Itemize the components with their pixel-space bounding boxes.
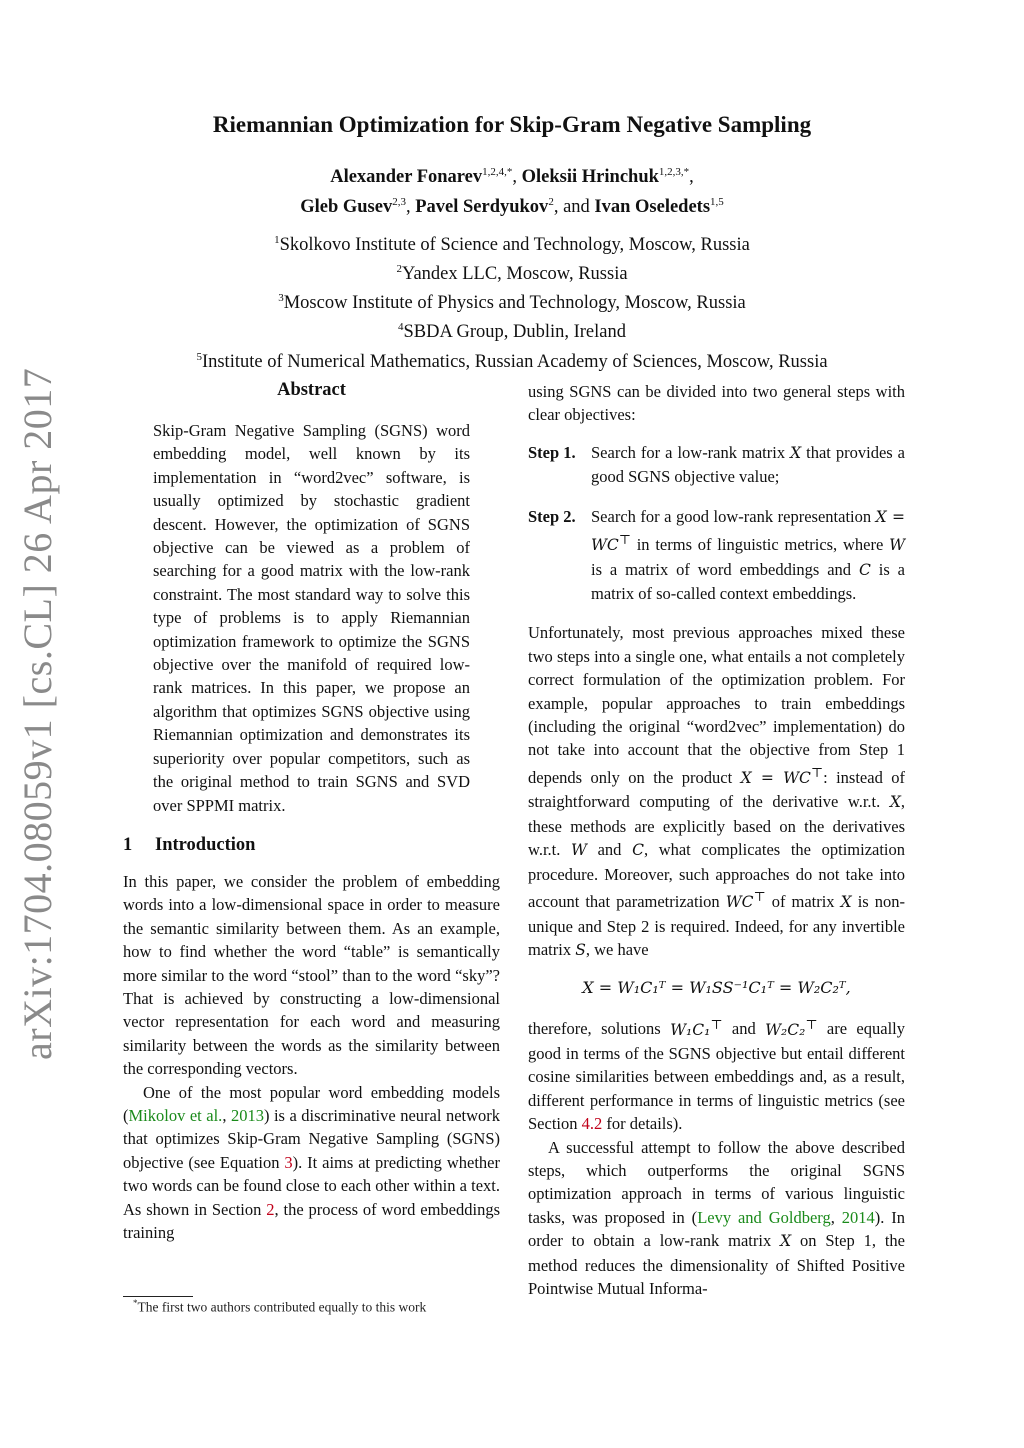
- math-inline: X: [780, 1232, 792, 1251]
- display-equation: X = W₁C₁ᵀ = W₁SS⁻¹C₁ᵀ = W₂C₂ᵀ,: [582, 978, 851, 998]
- text-run: is a matrix of word embeddings and: [591, 559, 859, 579]
- footnote-mark: *: [133, 1298, 138, 1308]
- math-inline: X: [840, 893, 852, 912]
- right-paragraph-2: [528, 1013, 905, 1135]
- step-text: [591, 505, 905, 606]
- author-line-2: Gleb Gusev$^{2,3}$, Pavel Serdyukov$^2$, and Ivan Oseledets$^{1,5}$: [300, 196, 724, 218]
- section-number: 1: [123, 834, 133, 855]
- math-transpose: ⊤: [805, 1017, 818, 1033]
- step-text: [591, 441, 905, 489]
- text-run: , these methods are explicitly based on the derivatives w.r.t.: [528, 792, 905, 860]
- step-label: Step 2.: [528, 506, 576, 526]
- affiliation: [0, 315, 1024, 344]
- text-run: , the process of word embeddings training: [123, 1199, 500, 1242]
- math-inline: [765, 1017, 818, 1039]
- affiliation-sup: 1: [274, 234, 280, 246]
- author-name: Ivan Oseledets: [594, 197, 711, 218]
- affiliation-sup: 2: [396, 263, 402, 276]
- author-affil-sup: 1,5: [710, 196, 724, 209]
- citation-year-link[interactable]: 2014: [841, 1207, 875, 1227]
- math-inline: W: [889, 536, 905, 555]
- author-name: Pavel Serdyukov: [415, 197, 549, 218]
- math-run: X = WC: [740, 769, 811, 787]
- math-inline: C: [858, 560, 871, 579]
- affiliation-text: Skolkovo Institute of Science and Technology, Moscow, Russia: [279, 235, 750, 256]
- footnote: [133, 1298, 426, 1316]
- math-transpose: ⊤: [810, 765, 824, 781]
- text-run: that provides a good SGNS objective value;: [591, 442, 906, 487]
- math-inline: W: [571, 841, 587, 860]
- footnote-rule: [123, 1296, 193, 1297]
- math-run: W₁C₁: [670, 1020, 711, 1039]
- text-run: and: [586, 840, 633, 860]
- affiliation-list: [0, 228, 1024, 374]
- section-heading: [123, 835, 500, 856]
- text-run: Search for a low-rank matrix: [591, 442, 791, 462]
- section-title: Introduction: [155, 834, 256, 855]
- text-run: ,: [222, 1105, 231, 1125]
- text-run: ) is a discriminative neural network that optimizes Skip-Gram Negative Sampling (SGNS) objective (see Equation: [123, 1105, 501, 1172]
- text-run: and: [722, 1019, 766, 1039]
- step-1: [528, 441, 905, 489]
- math-inline: [670, 1017, 723, 1039]
- math-inline: [740, 765, 824, 787]
- text-run: therefore, solutions: [528, 1019, 671, 1039]
- right-column: [528, 380, 905, 1300]
- arxiv-identifier: arXiv:1704.08059v1 [cs.CL] 26 Apr 2017: [15, 367, 60, 1060]
- author-affil-sup: 1,2,3,*: [658, 166, 690, 178]
- right-paragraph-3: [528, 1136, 905, 1301]
- affiliation-text: Institute of Numerical Mathematics, Russian Academy of Sciences, Moscow, Russia: [201, 351, 828, 372]
- equation-ref-link[interactable]: 3: [284, 1152, 293, 1172]
- author-list: [0, 160, 1024, 220]
- affiliation-text: Moscow Institute of Physics and Technology, Moscow, Russia: [283, 293, 746, 314]
- text-run: of matrix: [765, 892, 841, 912]
- intro-paragraph-2: [123, 1081, 500, 1245]
- left-column: [123, 380, 500, 1244]
- footnote-text: The first two authors contributed equally to this work: [137, 1299, 427, 1315]
- text-run: ). It aims at predicting whether two words can be found close to each other within a text. As shown in Section: [123, 1152, 500, 1219]
- math-run: W₂C₂: [765, 1020, 806, 1039]
- abstract-text: Skip-Gram Negative Sampling (SGNS) word embedding model, well known by its implementation in “word2vec” software, is usually optimized by stochastic gradient descent. However, the optimization of SGNS objective can be viewed as a problem of searching for a good matrix with the low-rank constraint. The most standard way to solve this type of problems is to apply Riemannian optimization framework to optimize the SGNS objective over the manifold of required low-rank matrices. In this paper, we propose an algorithm that optimizes SGNS objective using Riemannian optimization and demonstrates its superiority over popular competitors, such as the original method to train SGNS and SVD over SPPMI matrix.: [153, 421, 470, 815]
- text-run: in terms of linguistic metrics, where: [630, 535, 890, 555]
- math-run: WC: [725, 893, 754, 912]
- affiliation: [0, 228, 1024, 257]
- math-run: X = WC: [591, 507, 905, 555]
- affiliation-sup: 4: [398, 321, 404, 334]
- citation-year-link[interactable]: 2013: [230, 1105, 264, 1125]
- intro-paragraph-1: In this paper, we consider the problem of embedding words into a low-dimensional space in order to measure the semantic similarity between them. As an example, how to find whether the word “table” is semantically more similar to the word “stool” than to the word “sky”? That is achieved by constructing a low-dimensional vector representation for each word and measuring similarity between the words as the similarity between the corresponding vectors.: [123, 871, 500, 1079]
- text-run: One of the most popular word embedding models (: [123, 1082, 500, 1125]
- author-affil-sup: 2: [548, 196, 554, 209]
- affiliation-text: Yandex LLC, Moscow, Russia: [401, 264, 628, 285]
- math-inline: [725, 890, 766, 912]
- author-and: and: [563, 197, 590, 218]
- author-affil-sup: 2,3: [392, 196, 406, 209]
- text-run: Unfortunately, most previous approaches mixed these two steps into a single one, what entails a not completely correct formulation of the optimization problem. For example, popular approaches to train embeddings (including the original “word2vec” implementation) do not take into account that the objective from Step 1 depends only on the product: [528, 623, 905, 787]
- math-inline: S: [575, 941, 586, 959]
- math-transpose: ⊤: [753, 890, 766, 906]
- author-line-1: Alexander Fonarev$^{1,2,4,*}$, Oleksii Hrinchuk$^{1,2,3,*}$,: [330, 166, 694, 188]
- abstract-heading: Abstract: [277, 380, 346, 400]
- text-run: on Step 1, the method reduces the dimensionality of Shifted Positive Pointwise Mutual Informa-: [528, 1231, 905, 1299]
- text-run: , what complicates the optimization procedure. Moreover, such approaches do not take into account that parametrization: [528, 840, 906, 912]
- citation-link[interactable]: Levy and Goldberg: [697, 1207, 831, 1227]
- affiliation: [0, 286, 1024, 315]
- author-name: Oleksii Hrinchuk: [521, 167, 659, 188]
- text-run: ,: [830, 1207, 842, 1227]
- text-run: for details).: [602, 1114, 683, 1134]
- text-run: Search for a good low-rank representation: [591, 506, 876, 526]
- math-inline: X: [790, 443, 802, 462]
- affiliation: [0, 257, 1024, 286]
- affiliation-sup: 3: [278, 292, 284, 305]
- right-paragraph-1: [528, 621, 905, 962]
- text-run: , we have: [585, 940, 649, 959]
- affiliation-text: SBDA Group, Dublin, Ireland: [403, 322, 626, 343]
- math-transpose: ⊤: [618, 533, 631, 549]
- affiliation-sup: 5: [196, 350, 202, 363]
- text-run: is non-unique and Step 2 is required. Indeed, for any invertible matrix: [528, 892, 905, 959]
- math-transpose: ⊤: [710, 1017, 723, 1033]
- author-name: Alexander Fonarev: [330, 167, 483, 188]
- affiliation: [0, 345, 1024, 374]
- text-run: are equally good in terms of the SGNS objective but entail different cosine similarities between embeddings and, as a result, different performance in terms of linguistic metrics (see Section: [528, 1019, 905, 1134]
- math-inline: C: [632, 841, 644, 860]
- steps-intro: using SGNS can be divided into two general steps with clear objectives:: [528, 382, 905, 425]
- citation-link[interactable]: Mikolov et al.: [128, 1105, 223, 1125]
- math-inline: X: [889, 793, 901, 812]
- text-run: A successful attempt to follow the above described steps, which outperforms the original SGNS optimization approach in terms of various linguistic tasks, was proposed in (: [528, 1137, 905, 1227]
- text-run: ). In order to obtain a low-rank matrix: [528, 1207, 906, 1251]
- paper-title: Riemannian Optimization for Skip-Gram Negative Sampling: [212, 112, 812, 137]
- step-label: Step 1.: [528, 442, 576, 462]
- text-run: is a matrix of so-called context embeddings.: [591, 559, 905, 603]
- step-2: [528, 505, 905, 606]
- section-ref-link[interactable]: 4.2: [581, 1114, 603, 1134]
- section-ref-link[interactable]: 2: [266, 1199, 275, 1219]
- text-run: : instead of straightforward computing of the derivative w.r.t.: [528, 768, 905, 812]
- author-name: Gleb Gusev: [300, 197, 393, 218]
- author-affil-sup: 1,2,4,*: [482, 166, 513, 178]
